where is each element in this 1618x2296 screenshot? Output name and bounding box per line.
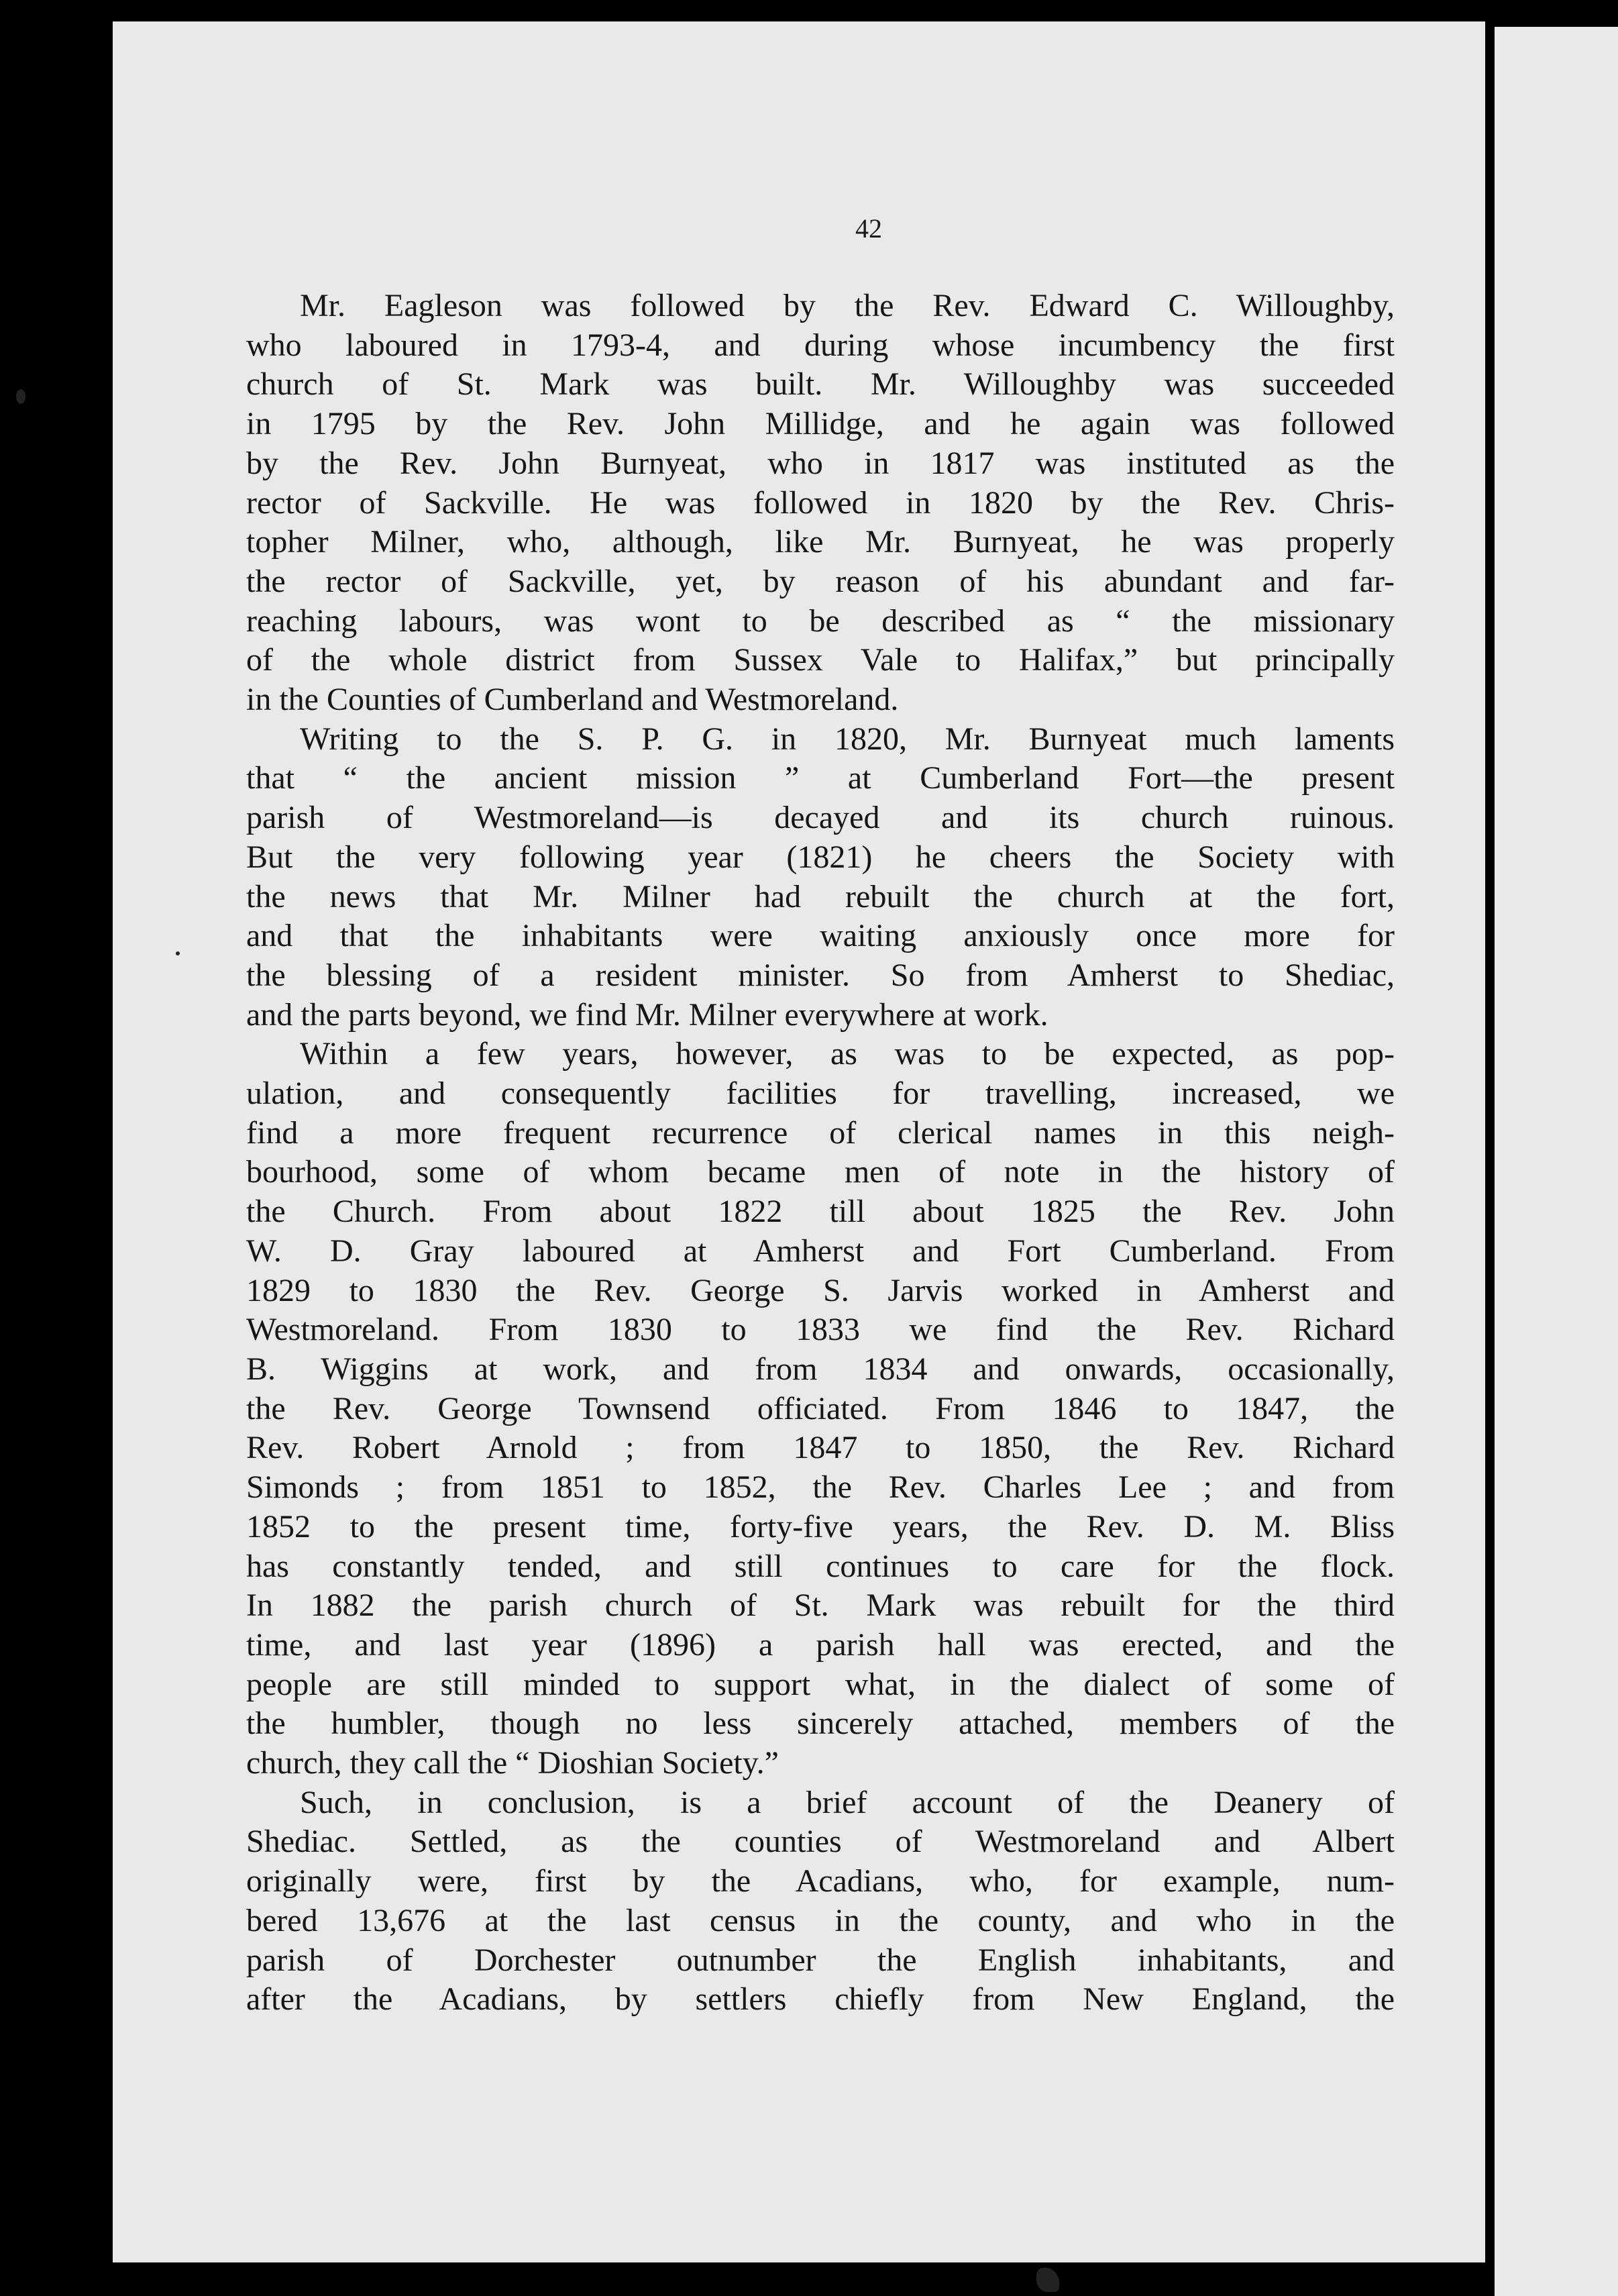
text-line: in the Counties of Cumberland and Westmoreland. bbox=[246, 682, 899, 718]
text-line: the blessing of a resident minister. So from Amherst to Shediac, bbox=[246, 957, 1395, 993]
facing-page-edge bbox=[1495, 27, 1618, 2296]
text-line: B. Wiggins at work, and from 1834 and onwards, occasionally, bbox=[246, 1351, 1395, 1387]
text-line: has constantly tended, and still continues to care for the flock. bbox=[246, 1548, 1395, 1584]
body-text bbox=[246, 286, 1395, 2020]
text-line: Writing to the S. P. G. in 1820, Mr. Burnyeat much laments bbox=[300, 721, 1395, 757]
text-line: by the Rev. John Burnyeat, who in 1817 was instituted as the bbox=[246, 445, 1395, 481]
text-line: and that the inhabitants were waiting anxiously once more for bbox=[246, 918, 1395, 954]
text-line: parish of Dorchester outnumber the English inhabitants, and bbox=[246, 1942, 1395, 1978]
text-line: Within a few years, however, as was to be expected, as pop- bbox=[300, 1036, 1395, 1072]
text-line: W. D. Gray laboured at Amherst and Fort Cumberland. From bbox=[246, 1233, 1395, 1269]
text-line: parish of Westmoreland—is decayed and its church ruinous. bbox=[246, 800, 1395, 836]
scan-speck bbox=[1036, 2268, 1059, 2292]
text-line: the humbler, though no less sincerely attached, members of the bbox=[246, 1706, 1395, 1742]
text-line: time, and last year (1896) a parish hall was erected, and the bbox=[246, 1626, 1395, 1663]
text-line: of the whole district from Sussex Vale to Halifax,” but principally bbox=[246, 642, 1395, 678]
text-line: church, they call the “ Dioshian Society.” bbox=[246, 1745, 779, 1781]
text-line: Shediac. Settled, as the counties of Westmoreland and Albert bbox=[246, 1824, 1395, 1860]
text-line: in 1795 by the Rev. John Millidge, and he again was followed bbox=[246, 406, 1395, 442]
text-line: the news that Mr. Milner had rebuilt the church at the fort, bbox=[246, 878, 1395, 915]
text-line: and the parts beyond, we find Mr. Milner everywhere at work. bbox=[246, 996, 1048, 1033]
book-page bbox=[113, 21, 1485, 2262]
text-line: the Rev. George Townsend officiated. From 1846 to 1847, the bbox=[246, 1390, 1395, 1426]
text-line: 1829 to 1830 the Rev. George S. Jarvis worked in Amherst and bbox=[246, 1272, 1395, 1308]
text-line: rector of Sackville. He was followed in 1820 by the Rev. Chris- bbox=[246, 484, 1395, 521]
text-line: Simonds ; from 1851 to 1852, the Rev. Charles Lee ; and from bbox=[246, 1469, 1395, 1506]
text-line: topher Milner, who, although, like Mr. Burnyeat, he was properly bbox=[246, 524, 1395, 560]
text-line: church of St. Mark was built. Mr. Willoughby was succeeded bbox=[246, 366, 1395, 403]
text-line: Mr. Eagleson was followed by the Rev. Edward C. Willoughby, bbox=[300, 288, 1395, 323]
text-line: ulation, and consequently facilities for travelling, increased, we bbox=[246, 1076, 1395, 1112]
page-number: 42 bbox=[855, 213, 882, 244]
text-line: that “ the ancient mission ” at Cumberland Fort—the present bbox=[246, 760, 1395, 796]
text-line: after the Acadians, by settlers chiefly from New England, the bbox=[246, 1981, 1395, 2018]
text-line: originally were, first by the Acadians, who, for example, num- bbox=[246, 1863, 1395, 1899]
text-line: the Church. From about 1822 till about 1825 the Rev. John bbox=[246, 1194, 1395, 1230]
scan-speck bbox=[176, 951, 180, 955]
text-line: Westmoreland. From 1830 to 1833 we find the Rev. Richard bbox=[246, 1312, 1395, 1348]
text-line: Such, in conclusion, is a brief account of the Deanery of bbox=[300, 1784, 1395, 1820]
text-line: the rector of Sackville, yet, by reason of his abundant and far- bbox=[246, 563, 1395, 599]
scan-speck bbox=[16, 389, 25, 404]
text-line: But the very following year (1821) he cheers the Society with bbox=[246, 839, 1395, 875]
text-line: Rev. Robert Arnold ; from 1847 to 1850, the Rev. Richard bbox=[246, 1430, 1395, 1466]
text-line: bered 13,676 at the last census in the county, and who in the bbox=[246, 1902, 1395, 1938]
text-line: find a more frequent recurrence of clerical names in this neigh- bbox=[246, 1114, 1395, 1151]
text-line: people are still minded to support what, in the dialect of some of bbox=[246, 1666, 1395, 1702]
text-line: who laboured in 1793-4, and during whose incumbency the first bbox=[246, 327, 1395, 363]
text-line: In 1882 the parish church of St. Mark was rebuilt for the third bbox=[246, 1587, 1395, 1624]
text-line: bourhood, some of whom became men of note in the history of bbox=[246, 1154, 1395, 1190]
text-line: 1852 to the present time, forty-five years, the Rev. D. M. Bliss bbox=[246, 1508, 1395, 1545]
text-line: reaching labours, was wont to be described as “ the missionary bbox=[246, 603, 1395, 639]
